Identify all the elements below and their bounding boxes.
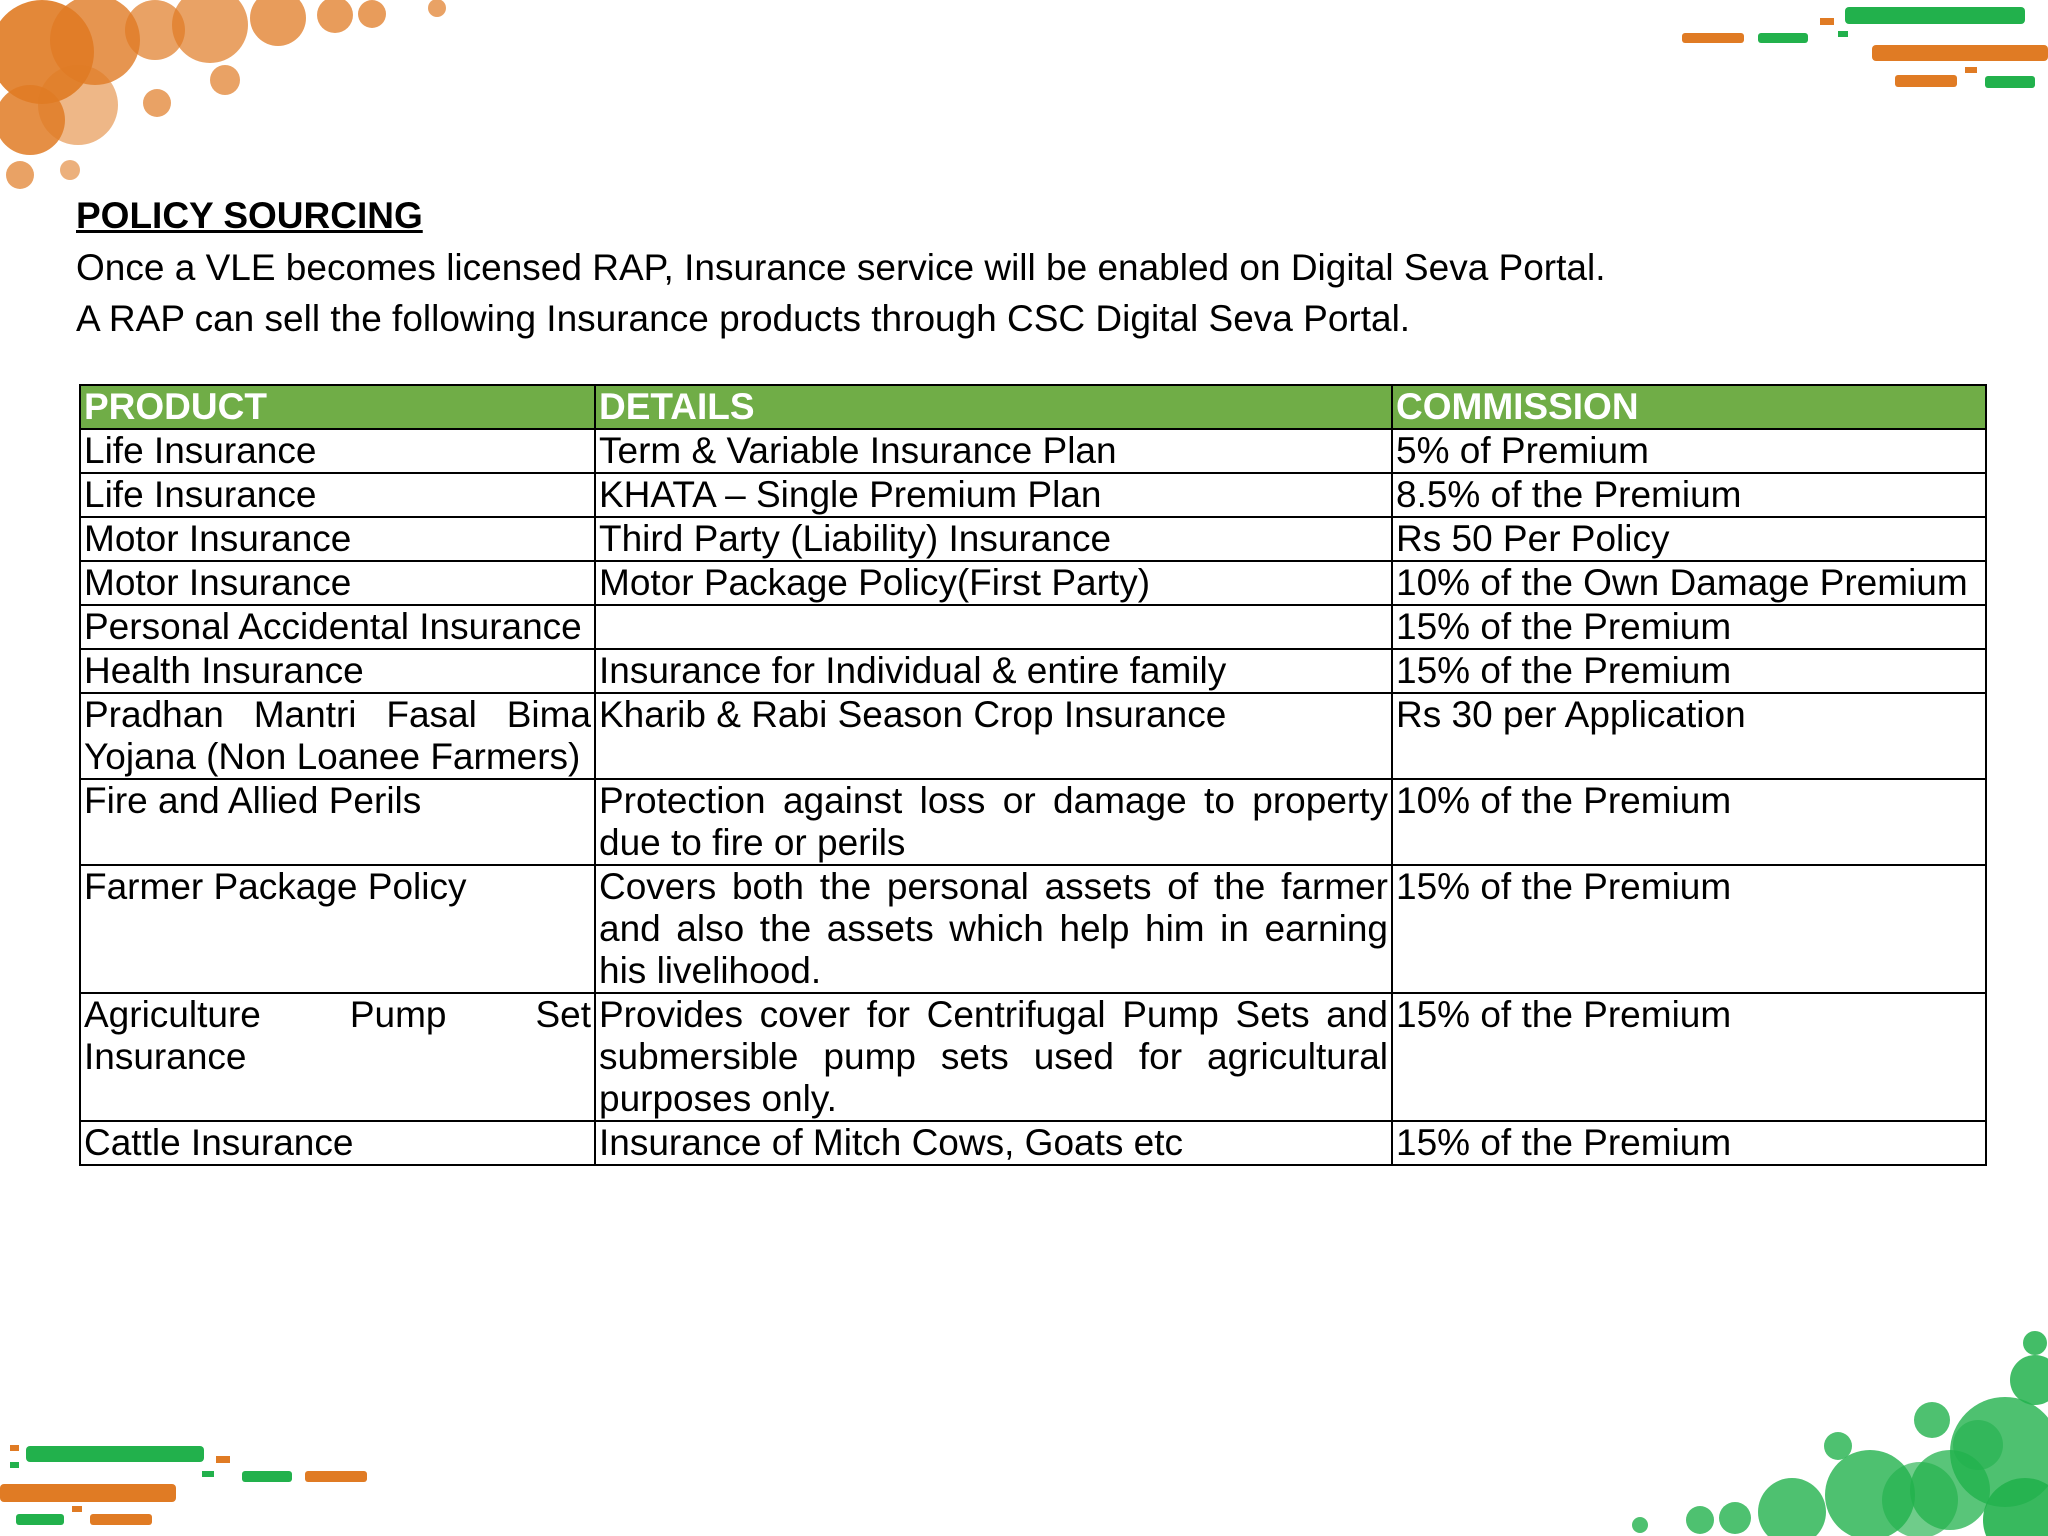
intro-line-1: Once a VLE becomes licensed RAP, Insurance service will be enabled on Digital Seva Portal. [76,247,1606,288]
commission-cell: 15% of the Premium [1392,865,1986,993]
intro-line-2: A RAP can sell the following Insurance products through CSC Digital Seva Portal. [76,298,1411,339]
details-cell: Kharib & Rabi Season Crop Insurance [595,693,1392,779]
column-header-commission: COMMISSION [1392,385,1986,429]
details-cell: Insurance for Individual & entire family [595,649,1392,693]
details-cell: Covers both the personal assets of the farmer and also the assets which help him in earning his livelihood. [595,865,1392,993]
commission-cell: 15% of the Premium [1392,1121,1986,1165]
commission-cell: Rs 30 per Application [1392,693,1986,779]
product-cell: Agriculture Pump Set Insurance [80,993,595,1121]
commission-cell: 10% of the Own Damage Premium [1392,561,1986,605]
bottom-right-green-bubbles-icon [1632,1331,2048,1536]
top-left-orange-bubbles-icon [0,0,446,189]
page-title: POLICY SOURCING [76,195,423,236]
insurance-products-table [79,384,1987,1166]
table-row [80,693,1986,779]
product-cell: Life Insurance [80,429,595,473]
product-cell: Cattle Insurance [80,1121,595,1165]
commission-cell: Rs 50 Per Policy [1392,517,1986,561]
details-cell: Third Party (Liability) Insurance [595,517,1392,561]
details-cell: Provides cover for Centrifugal Pump Sets and submersible pump sets used for agricultural purposes only. [595,993,1392,1121]
product-cell: Life Insurance [80,473,595,517]
commission-cell: 8.5% of the Premium [1392,473,1986,517]
details-cell: Term & Variable Insurance Plan [595,429,1392,473]
commission-cell: 15% of the Premium [1392,605,1986,649]
commission-cell: 5% of Premium [1392,429,1986,473]
table-row [80,993,1986,1121]
product-cell: Motor Insurance [80,561,595,605]
table-row [80,429,1986,473]
product-cell: Personal Accidental Insurance [80,605,595,649]
table-row [80,517,1986,561]
product-cell: Farmer Package Policy [80,865,595,993]
table-row [80,779,1986,865]
product-cell: Motor Insurance [80,517,595,561]
commission-cell: 15% of the Premium [1392,993,1986,1121]
details-cell: Protection against loss or damage to property due to fire or perils [595,779,1392,865]
column-header-product: PRODUCT [80,385,595,429]
table-row [80,865,1986,993]
table-row [80,1121,1986,1165]
details-cell: Motor Package Policy(First Party) [595,561,1392,605]
commission-cell: 15% of the Premium [1392,649,1986,693]
product-cell: Pradhan Mantri Fasal Bima Yojana (Non Loanee Farmers) [80,693,595,779]
details-cell [595,605,1392,649]
commission-cell: 10% of the Premium [1392,779,1986,865]
table-row [80,605,1986,649]
details-cell: KHATA – Single Premium Plan [595,473,1392,517]
heading-block [76,190,1976,344]
top-right-dashes-icon [1682,7,2048,88]
table-header-row [80,385,1986,429]
table-row [80,473,1986,517]
table-row [80,561,1986,605]
column-header-details: DETAILS [595,385,1392,429]
bottom-left-dashes-icon [0,1445,367,1525]
product-cell: Health Insurance [80,649,595,693]
product-cell: Fire and Allied Perils [80,779,595,865]
details-cell: Insurance of Mitch Cows, Goats etc [595,1121,1392,1165]
table-row [80,649,1986,693]
